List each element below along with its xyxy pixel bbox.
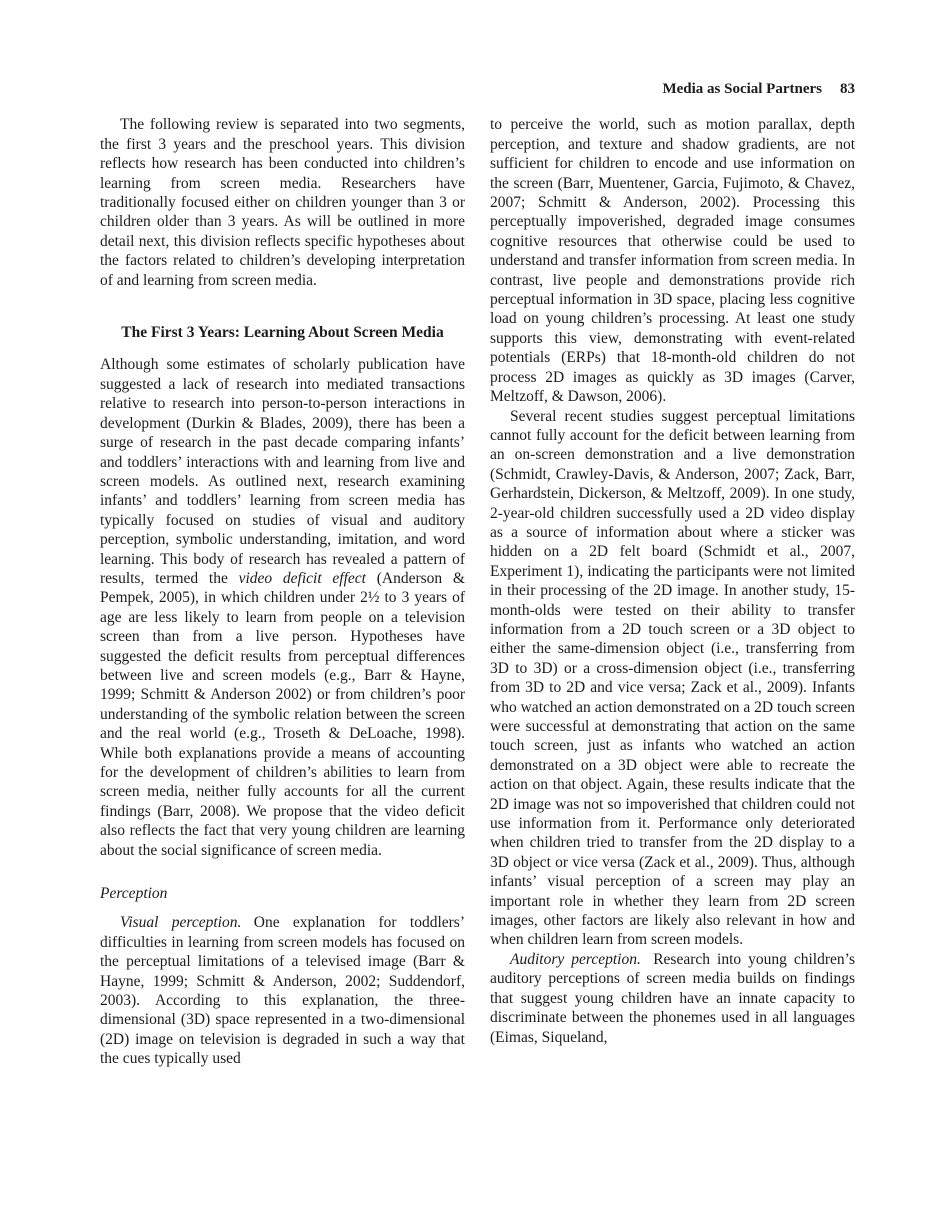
italic-term-video-deficit-effect: video deficit effect <box>238 569 366 587</box>
paragraph-auditory-perception <box>490 950 855 1047</box>
two-column-layout <box>100 115 855 1068</box>
paragraph-perceptual-limitations: to perceive the world, such as motion parallax, depth perception, and texture and shadow gradients, are not sufficient for children to encode and use information on the screen (Barr, Muentener, Garcia, Fujimoto, & Chavez, 2007; Schmitt & Anderson, 2002). Processing this perceptually impoverished, degraded image consumes cognitive resources that otherwise could be used to understand and transfer information from screen media. In contrast, live people and demonstrations provide rich perceptual information in 3D space, placing less cognitive load on young children’s processing. At least one study supports this view, demonstrating with event-related potentials (ERPs) that 18-month-old children do not process 2D images as quickly as 3D images (Carver, Meltzoff, & Dawson, 2006). <box>490 116 855 406</box>
subsection-heading-perception: Perception <box>100 885 168 903</box>
paragraph-text-before-term: Although some estimates of scholarly publication have suggested a lack of research into mediated transactions relative to research into person-to-person interactions in development (Durkin & Blades, 2009), there has been a surge of research in the past decade comparing infants’ and toddlers’ interactions with and learning from live and screen models. As outlined next, research examining infants’ and toddlers’ learning from screen media has typically focused on studies of visual and auditory perception, symbolic understanding, imitation, and word learning. This body of research has revealed a pattern of results, termed the <box>100 356 465 587</box>
run-in-heading-visual-perception: Visual perception. <box>120 914 242 932</box>
paragraph-text: One explanation for toddlers’ difficulties in learning from screen models has focused on the perceptual limitations of a televised image (Barr & Hayne, 1999; Schmitt & Anderson, 2002; Suddendorf, 2003). According to this explanation, the three-dimensional (3D) space represented in a two-dimensional (2D) image on television is degraded in such a way that the cues typically used <box>100 914 465 1068</box>
running-header <box>100 80 855 99</box>
run-in-heading-auditory-perception: Auditory perception. <box>510 950 641 968</box>
paragraph-video-deficit <box>100 355 465 860</box>
left-column <box>100 115 465 1068</box>
paragraph-review-overview: The following review is separated into two segments, the first 3 years and the preschool years. This division reflects how research has been conducted into children’s learning from screen media. Researchers have traditionally focused either on children younger than 3 or children older than 3 years. As will be outlined in more detail next, this division reflects specific hypotheses about the factors related to children’s developing interpretation of and learning from screen media. <box>100 116 465 289</box>
running-head-title: Media as Social Partners <box>662 81 822 97</box>
paragraph-recent-studies: Several recent studies suggest perceptual limitations cannot fully account for the deficit between learning from an on-screen demonstration and a live demonstration (Schmidt, Crawley-Davis, & Anderson, 2007; Zack, Barr, Gerhardstein, Dickerson, & Meltzoff, 2009). In one study, 2-year-old children successfully used a 2D video display as a source of information about where a sticker was hidden on a 2D felt board (Schmidt et al., 2007, Experiment 1), indicating the participants were not limited in their processing of the 2D image. In another study, 15-month-olds were tested on their ability to transfer information from a 2D touch screen or a 3D object to either the same-dimension object (i.e., transferring from 3D to 3D) or a cross-dimension object (i.e., transferring from 3D to 2D and vice versa; Zack et al., 2009). Infants who watched an action demonstrated on a 2D touch screen were successful at demonstrating that action on the same touch screen, just as infants who watched an action demonstrated on a 3D object were able to recreate the action on that object. Again, these results indicate that the 2D image was not so impoverished that children could not use information from it. Performance only deteriorated when children tried to transfer from the 2D display to a 3D object or vice versa (Zack et al., 2009). Thus, although infants’ visual perception of a screen may play an important role in whether they learn from 2D screen images, other factors are likely also relevant in how and when children learn from screen models. <box>490 407 855 949</box>
right-column <box>490 115 855 1068</box>
page-number: 83 <box>840 81 855 97</box>
paragraph-visual-perception <box>100 913 465 1068</box>
paragraph-text: Research into young children’s auditory perceptions of screen media builds on findings that suggest young children have an innate capacity to discriminate between the phonemes used in all languages (Eimas, Siqueland, <box>490 950 855 1046</box>
paragraph-text-after-term: (Anderson & Pempek, 2005), in which children under 2½ to 3 years of age are less likely to learn from people on a television screen than from a live person. Hypotheses have suggested the deficit results from perceptual differences between live and screen models (e.g., Barr & Hayne, 1999; Schmitt & Anderson 2002) or from children’s poor understanding of the symbolic relation between the screen and the real world (e.g., Troseth & DeLoache, 1998). While both explanations provide a means of accounting for the development of children’s abilities to learn from screen media, neither fully accounts for all the current findings (Barr, 2008). We propose that the video deficit also reflects the fact that very young children are learning about the social significance of screen media. <box>100 569 465 859</box>
section-heading: The First 3 Years: Learning About Screen Media <box>121 324 444 342</box>
